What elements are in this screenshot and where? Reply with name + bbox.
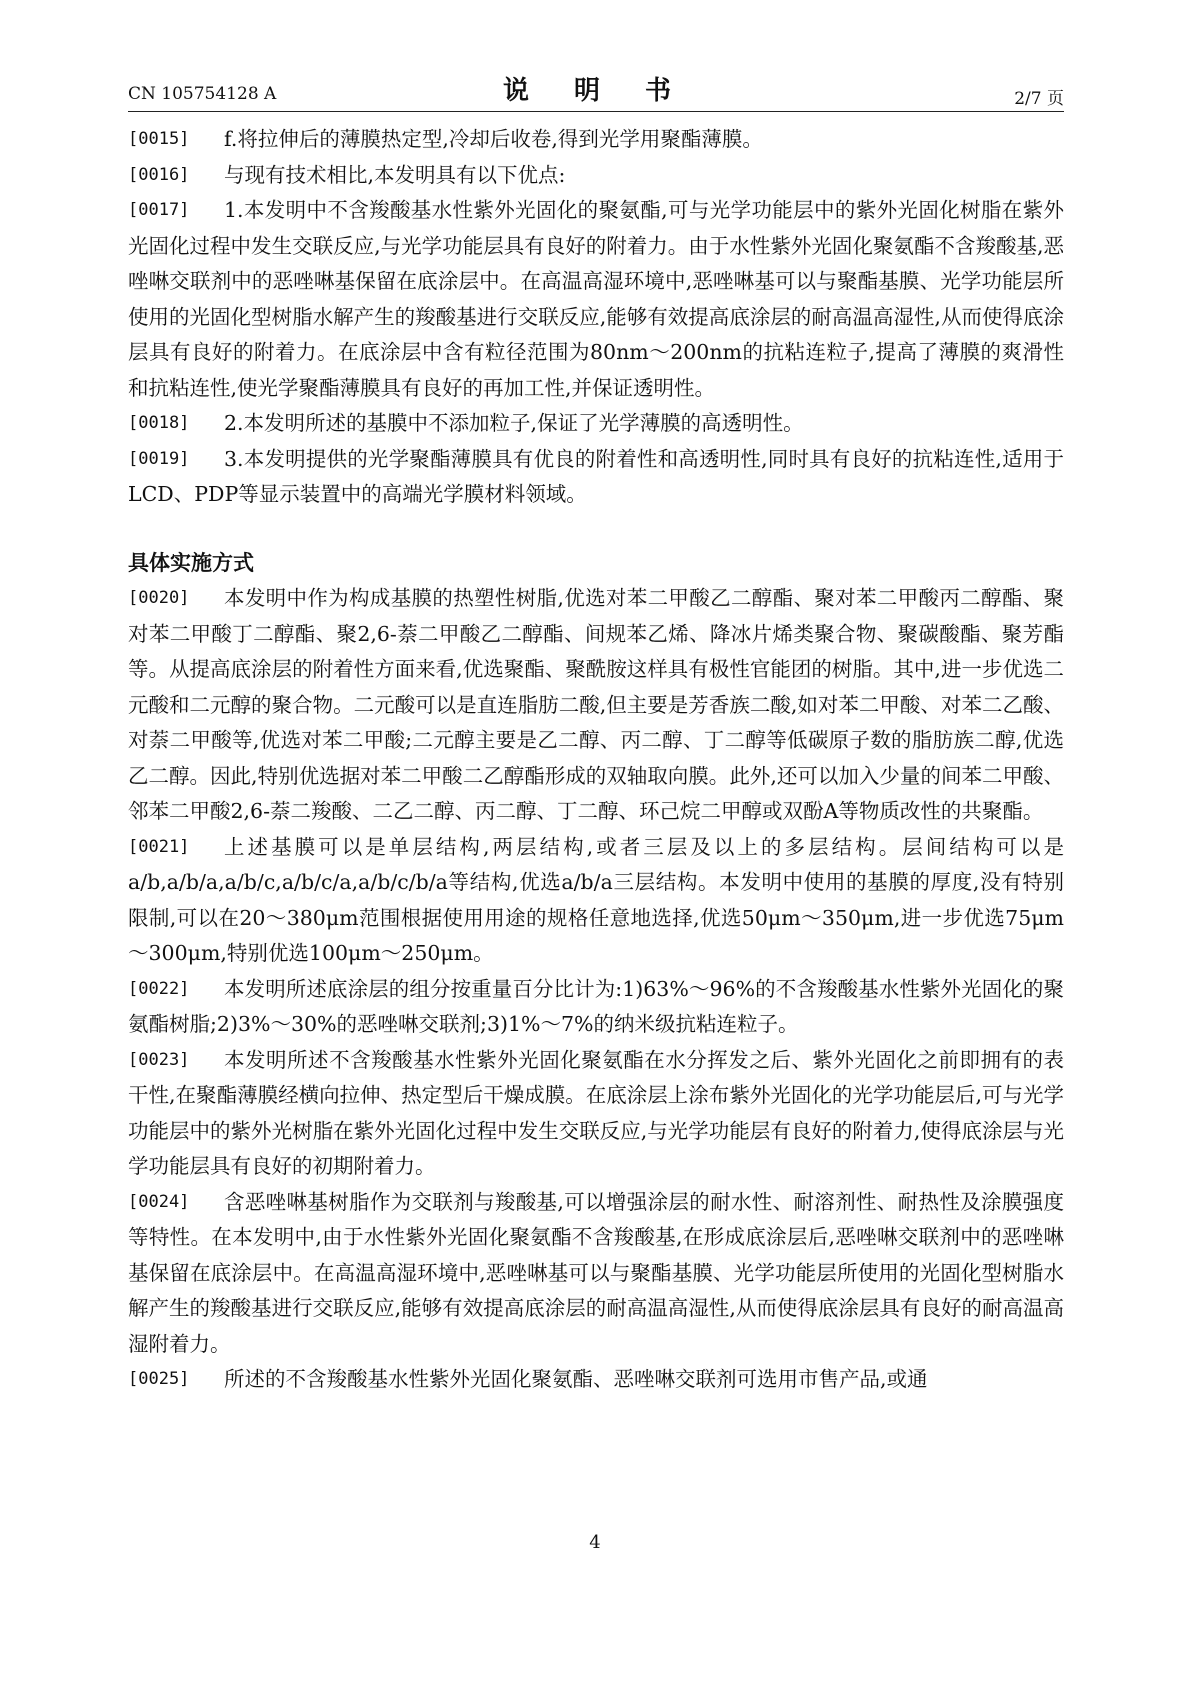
paragraph-0021 xyxy=(128,830,1064,972)
paragraph-0024 xyxy=(128,1185,1064,1363)
paragraph-number: [0019] xyxy=(128,448,190,469)
paragraph-number: [0018] xyxy=(128,413,190,433)
paragraph-0018 xyxy=(128,406,1064,442)
paragraph-0023 xyxy=(128,1043,1064,1185)
paragraph-number: [0017] xyxy=(128,200,190,220)
paragraph-number: [0020] xyxy=(128,588,190,608)
document-title: 说 明 书 xyxy=(502,76,690,106)
paragraph-text: 2.本发明所述的基膜中不添加粒子,保证了光学薄膜的高透明性。 xyxy=(224,411,804,435)
section-heading: 具体实施方式 xyxy=(128,550,254,575)
paragraph-text: 本发明所述底涂层的组分按重量百分比计为:1)63%～96%的不含羧酸基水性紫外光固化的聚氨酯树脂;2)3%～30%的恶唑啉交联剂;3)1%～7%的纳米级抗粘连粒子。 xyxy=(128,976,1064,1036)
paragraph-number: [0022] xyxy=(128,978,190,999)
paragraph-text: 所述的不含羧酸基水性紫外光固化聚氨酯、恶唑啉交联剂可选用市售产品,或通 xyxy=(224,1367,928,1391)
paragraph-number: [0024] xyxy=(128,1191,190,1212)
paragraph-text: 1.本发明中不含羧酸基水性紫外光固化的聚氨酯,可与光学功能层中的紫外光固化树脂在紫外光固化过程中发生交联反应,与光学功能层具有良好的附着力。由于水性紫外光固化聚氨酯不含羧酸基,恶唑啉交联剂中的恶唑啉基保留在底涂层中。在高温高湿环境中,恶唑啉基可以与聚酯基膜、光学功能层所使用的光固化型树脂水解产生的羧酸基进行交联反应,能够有效提高底涂层的耐高温高湿性,从而使得底涂层具有良好的附着力。在底涂层中含有粒径范围为80nm～200nm的抗粘连粒子,提高了薄膜的爽滑性和抗粘连性,使光学聚酯薄膜具有良好的再加工性,并保证透明性。 xyxy=(128,198,1064,400)
paragraph-group-embodiments xyxy=(128,581,1064,1398)
paragraph-number: [0025] xyxy=(128,1369,190,1389)
paragraph-text: 本发明所述不含羧酸基水性紫外光固化聚氨酯在水分挥发之后、紫外光固化之前即拥有的表干性,在聚酯薄膜经横向拉伸、热定型后干燥成膜。在底涂层上涂布紫外光固化的光学功能层后,可与光学功能层中的紫外光树脂在紫外光固化过程中发生交联反应,与光学功能层有良好的附着力,使得底涂层与光学功能层具有良好的初期附着力。 xyxy=(128,1047,1064,1178)
paragraph-0015 xyxy=(128,122,1064,158)
document-body xyxy=(128,122,1064,1398)
paragraph-0016 xyxy=(128,158,1064,194)
paragraph-0022 xyxy=(128,972,1064,1043)
paragraph-number: [0015] xyxy=(128,129,190,149)
paragraph-text: 含恶唑啉基树脂作为交联剂与羧酸基,可以增强涂层的耐水性、耐溶剂性、耐热性及涂膜强度等特性。在本发明中,由于水性紫外光固化聚氨酯不含羧酸基,在形成底涂层后,恶唑啉交联剂中的恶唑啉基保留在底涂层中。在高温高湿环境中,恶唑啉基可以与聚酯基膜、光学功能层所使用的光固化型树脂水解产生的羧酸基进行交联反应,能够有效提高底涂层的耐高温高湿性,从而使得底涂层具有良好的耐高温高湿附着力。 xyxy=(128,1189,1064,1356)
patent-number: CN 105754128 A xyxy=(128,84,277,104)
paragraph-0017 xyxy=(128,193,1064,406)
paragraph-number: [0023] xyxy=(128,1049,190,1070)
paragraph-0020 xyxy=(128,581,1064,830)
paragraph-0025 xyxy=(128,1362,1064,1398)
header-divider xyxy=(128,111,1064,112)
paragraph-text: 上述基膜可以是单层结构,两层结构,或者三层及以上的多层结构。层间结构可以是a/b,a/b/a,a/b/c,a/b/c/a,a/b/c/b/a等结构,优选a/b/a三层结构。本发明中使用的基膜的厚度,没有特别限制,可以在20～380μm范围根据使用用途的规格任意地选择,优选50μm～350μm,进一步优选75μm～300μm,特别优选100μm～250μm。 xyxy=(128,834,1064,965)
paragraph-number: [0016] xyxy=(128,164,190,185)
paragraph-text: f.将拉伸后的薄膜热定型,冷却后收卷,得到光学用聚酯薄膜。 xyxy=(224,127,763,151)
paragraph-text: 3.本发明提供的光学聚酯薄膜具有优良的附着性和高透明性,同时具有良好的抗粘连性,适用于LCD、PDP等显示装置中的高端光学膜材料领域。 xyxy=(128,446,1064,506)
paragraph-number: [0021] xyxy=(128,836,190,857)
page-number: 4 xyxy=(589,1532,601,1553)
paragraph-text: 与现有技术相比,本发明具有以下优点: xyxy=(224,162,566,187)
paragraph-text: 本发明中作为构成基膜的热塑性树脂,优选对苯二甲酸乙二醇酯、聚对苯二甲酸丙二醇酯、聚对苯二甲酸丁二醇酯、聚2,6-萘二甲酸乙二醇酯、间规苯乙烯、降冰片烯类聚合物、聚碳酸酯、聚芳酯等。从提高底涂层的附着性方面来看,优选聚酯、聚酰胺这样具有极性官能团的树脂。其中,进一步优选二元酸和二元醇的聚合物。二元酸可以是直连脂肪二酸,但主要是芳香族二酸,如对苯二甲酸、对苯二乙酸、对萘二甲酸等,优选对苯二甲酸;二元醇主要是乙二醇、丙二醇、丁二醇等低碳原子数的脂肪族二醇,优选乙二醇。因此,特别优选据对苯二甲酸二乙醇酯形成的双轴取向膜。此外,还可以加入少量的间苯二甲酸、邻苯二甲酸2,6-萘二羧酸、二乙二醇、丙二醇、丁二醇、环己烷二甲醇或双酚A等物质改性的共聚酯。 xyxy=(128,586,1064,823)
page-header xyxy=(128,70,1064,108)
page-indicator: 2/7 页 xyxy=(1014,89,1064,109)
paragraph-group-summary xyxy=(128,122,1064,513)
paragraph-0019 xyxy=(128,442,1064,513)
